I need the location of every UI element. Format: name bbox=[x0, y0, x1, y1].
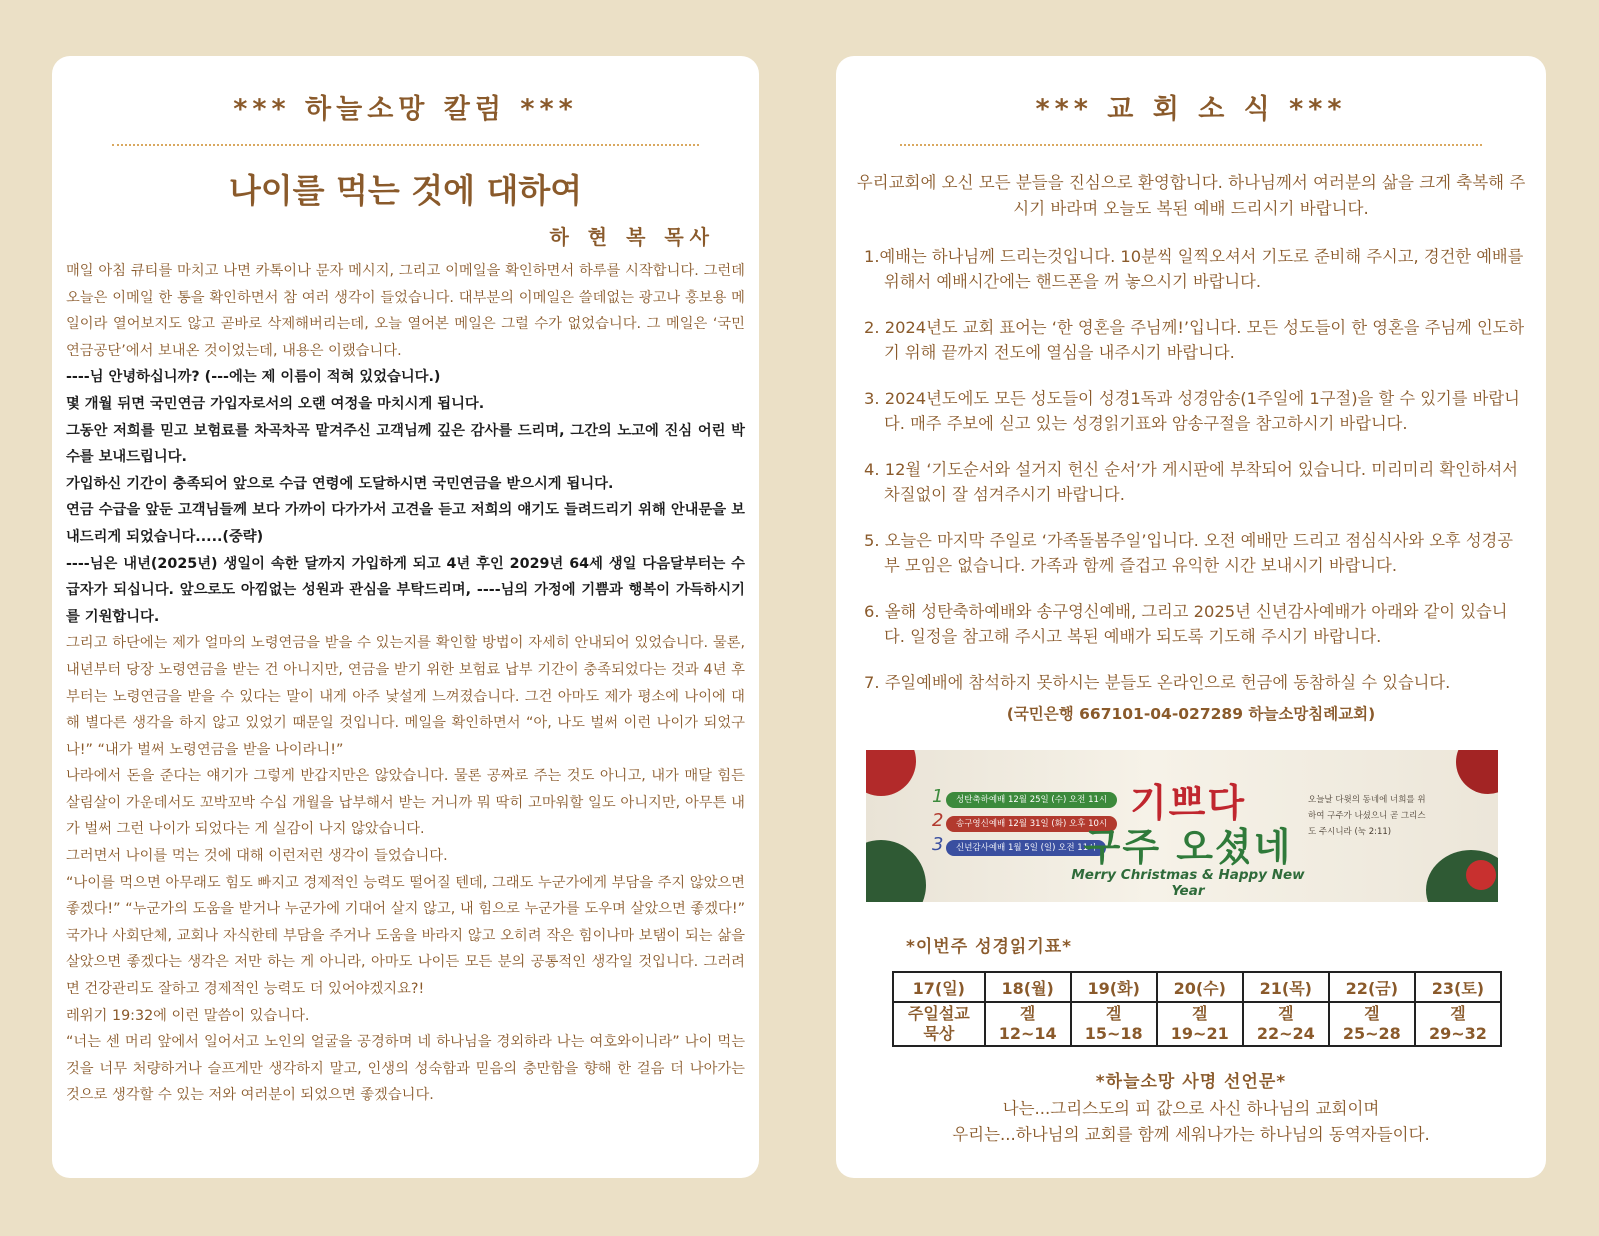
reading-cell bbox=[893, 1002, 985, 1046]
reading-book: 겔 bbox=[1192, 1004, 1208, 1023]
news-item: 6. 올해 성탄축하예배와 송구영신예배, 그리고 2025년 신년감사예배가 아래와 같이 있습니다. 일정을 참고해 주시고 복된 예배가 되도록 기도해 주시기 바랍니다. bbox=[864, 602, 1508, 646]
welcome-text: 우리교회에 오신 모든 분들을 진심으로 환영합니다. 하나님께서 여러분의 삶을 크게 축복해 주시기 바라며 오늘도 복된 예배 드리시기 바랍니다. bbox=[856, 173, 1526, 218]
news-item: 5. 오늘은 마지막 주일로 ‘가족돌봄주일’입니다. 오전 예배만 드리고 점심식사와 오후 성경공부 모임은 없습니다. 가족과 함께 즐겁고 유익한 시간 보내시기 바랍니다. bbox=[864, 531, 1514, 575]
reading-day: 19(화) bbox=[1071, 972, 1157, 1002]
news-item: 4. 12월 ‘기도순서와 설거지 헌신 순서’가 게시판에 부착되어 있습니다. 미리미리 확인하셔서 차질없이 잘 섬겨주시기 바랍니다. bbox=[864, 460, 1519, 504]
column-heading: *** 하늘소망 칼럼 *** bbox=[233, 94, 578, 125]
reading-header-row bbox=[893, 972, 1501, 1002]
reading-book: 주일설교 bbox=[907, 1004, 970, 1023]
mission-statement bbox=[854, 1067, 1528, 1148]
reading-chapters: 12~14 bbox=[998, 1024, 1057, 1043]
news-list bbox=[854, 244, 1528, 695]
news-item: 7. 주일예배에 참석하지 못하시는 분들도 온라인으로 헌금에 동참하실 수 있습니다. bbox=[864, 673, 1451, 692]
reading-day: 17(일) bbox=[893, 972, 985, 1002]
news-item: 2. 2024년도 교회 표어는 ‘한 영혼을 주님께!’입니다. 모든 성도들이 한 영혼을 주님께 인도하기 위해 끝까지 전도에 열심을 내주시기 바랍니다. bbox=[864, 318, 1525, 362]
service-label: 성탄축하예배 12월 25일 (수) 오전 11시 bbox=[946, 792, 1117, 808]
reading-book: 겔 bbox=[1019, 1004, 1036, 1023]
mission-line: 나는...그리스도의 피 값으로 사신 하나님의 교회이며 bbox=[1002, 1099, 1380, 1118]
column-paragraph: ----님 안녕하십니까? (---에는 제 이름이 적혀 있었습니다.) bbox=[66, 369, 441, 386]
column-paragraph: 그리고 하단에는 제가 얼마의 노령연금을 받을 수 있는지를 확인할 방법이 자세히 안내되어 있었습니다. 물론, 내년부터 당장 노령연금을 받는 건 아니지만, 연금을 받기 위한 보험료 납부 기간이 충족되었다는 것과 4년 후부터는 노령연금을 받을 수 있다는 말이 내게 아주 낯설게 느껴졌습니다. 그건 아마도 제가 평소에 나이에 대해 별다른 생각을 하지 않고 있었기 때문일 것입니다. 메일을 확인하면서 “아, 나도 벌써 이런 나이가 되었구나!” “내가 벌써 노령연금을 받을 나이라니!” bbox=[66, 635, 745, 758]
column-paragraph: 몇 개월 뒤면 국민연금 가입자로서의 오랜 여정을 마치시게 됩니다. bbox=[66, 395, 485, 412]
service-number: 2 bbox=[932, 810, 944, 831]
column-title: 나이를 먹는 것에 대하여 bbox=[228, 171, 583, 210]
reading-plan-title: *이번주 성경읽기표* bbox=[906, 937, 1073, 957]
reading-day: 20(수) bbox=[1157, 972, 1243, 1002]
reading-day: 21(목) bbox=[1243, 972, 1329, 1002]
banner-headline-2: 구주 오셨네 bbox=[1083, 825, 1293, 869]
column-paragraph: 가입하신 기간이 충족되어 앞으로 수급 연령에 도달하시면 국민연금을 받으시게 됩니다. bbox=[66, 475, 614, 492]
column-paragraph: “나이를 먹으면 아무래도 힘도 빠지고 경제적인 능력도 떨어질 텐데, 그래도 누군가에게 부담을 주지 않았으면 좋겠다!” “누군가의 도움을 받거나 누군가에 기대어 살지 않고, 내 힘으로 누군가를 도우며 살았으면 좋겠다!” 국가나 사회단체, 교회나 자식한테 부담을 주거나 도움을 바라지 않고 오히려 작은 힘이나마 보탬이 되는 삶을 살았으면 좋겠다는 생각은 저만 하는 게 아니라, 아마도 나이든 모든 분의 공통적인 생각일 것입니다. 그러려면 건강관리도 잘하고 경제적인 능력도 더 있어야겠지요?! bbox=[66, 874, 745, 998]
column-paragraph: 그동안 저희를 믿고 보험료를 차곡차곡 맡겨주신 고객님께 깊은 감사를 드리며, 그간의 노고에 진심 어린 박수를 보내드립니다. bbox=[66, 422, 745, 466]
dotted-divider bbox=[900, 144, 1482, 146]
service-number: 1 bbox=[932, 786, 944, 807]
column-body bbox=[66, 258, 745, 1109]
column-paragraph: 그러면서 나이를 먹는 것에 대해 이런저런 생각이 들었습니다. bbox=[66, 848, 448, 865]
reading-chapters: 19~21 bbox=[1170, 1024, 1229, 1043]
column-author: 하 현 복 목사 bbox=[549, 225, 715, 249]
news-item: 3. 2024년도에도 모든 성도들이 성경1독과 성경암송(1주일에 1구절)을 할 수 있기를 바랍니다. 매주 주보에 싣고 있는 성경읽기표와 암송구절을 참고하시기 바랍니다. bbox=[864, 389, 1520, 433]
reading-cell bbox=[1071, 1002, 1157, 1046]
mission-title: *하늘소망 사명 선언문* bbox=[1095, 1072, 1287, 1092]
pine-decoration bbox=[866, 840, 926, 902]
banner-greeting: Merry Christmas & Happy New Year bbox=[1071, 867, 1305, 899]
reading-book: 겔 bbox=[1278, 1004, 1294, 1023]
reading-cell bbox=[1157, 1002, 1243, 1046]
news-item: 1.예배는 하나님께 드리는것입니다. 10분씩 일찍오셔서 기도로 준비해 주시고, 경건한 예배를 위해서 예배시간에는 핸드폰을 꺼 놓으시기 바랍니다. bbox=[864, 247, 1524, 291]
service-label: 송구영신예배 12월 31일 (화) 오후 10시 bbox=[946, 816, 1117, 832]
dotted-divider bbox=[112, 144, 699, 146]
news-heading: *** 교 회 소 식 *** bbox=[1035, 94, 1347, 125]
ornament-decoration bbox=[1456, 750, 1498, 794]
reading-cell bbox=[1243, 1002, 1329, 1046]
banner-headline-1: 기쁘다 bbox=[1129, 781, 1247, 825]
christmas-banner bbox=[866, 750, 1498, 902]
service-label: 신년감사예배 1월 5일 (일) 오전 11시 bbox=[946, 840, 1106, 856]
mission-line: 우리는...하나님의 교회를 함께 세워나가는 하나님의 동역자들이다. bbox=[952, 1125, 1430, 1144]
reading-day: 22(금) bbox=[1329, 972, 1415, 1002]
reading-chapters: 29~32 bbox=[1428, 1024, 1487, 1043]
reading-chapters: 25~28 bbox=[1342, 1024, 1401, 1043]
reading-cell bbox=[1329, 1002, 1415, 1046]
reading-cell bbox=[985, 1002, 1071, 1046]
reading-book: 겔 bbox=[1450, 1004, 1466, 1023]
column-paragraph: 매일 아침 큐티를 마치고 나면 카톡이나 문자 메시지, 그리고 이메일을 확인하면서 하루를 시작합니다. 그런데 오늘은 이메일 한 통을 확인하면서 참 여러 생각이 들었습니다. 대부분의 이메일은 쓸데없는 광고나 홍보용 메일이라 열어보지도 않고 곧바로 삭제해버리는데, 오늘 열어본 메일은 그럴 수가 없었습니다. 그 메일은 ‘국민연금공단’에서 보내온 것이었는데, 내용은 이랬습니다. bbox=[66, 263, 745, 359]
reading-chapters: 15~18 bbox=[1084, 1024, 1143, 1043]
news-panel bbox=[836, 56, 1546, 1178]
column-paragraph: 레위기 19:32에 이런 말씀이 있습니다. bbox=[66, 1007, 310, 1024]
column-panel bbox=[52, 56, 759, 1178]
reading-book: 겔 bbox=[1105, 1004, 1122, 1023]
ornament-decoration bbox=[866, 750, 916, 796]
banner-verse: 오늘날 다윗의 동네에 너희를 위하여 구주가 나셨으니 곧 그리스도 주시니라 (눅 2:11) bbox=[1308, 795, 1426, 837]
column-paragraph: ----님은 내년(2025년) 생일이 속한 달까지 가입하게 되고 4년 후인 2029년 64세 생일 다음달부터는 수급자가 되십니다. 앞으로도 아낌없는 성원과 관심을 부탁드리며, ----님의 가정에 기쁨과 행복이 가득하시기를 기원합니다. bbox=[66, 555, 745, 625]
ornament-decoration bbox=[1466, 860, 1496, 890]
column-paragraph: 나라에서 돈을 준다는 얘기가 그렇게 반갑지만은 않았습니다. 물론 공짜로 주는 것도 아니고, 내가 매달 힘든 살림살이 가운데서도 꼬박꼬박 수십 개월을 납부해서 받는 거니까 뭐 딱히 고마워할 일도 아니지만, 아무튼 내가 벌써 그런 나이가 되었다는 게 실감이 나지 않았습니다. bbox=[66, 768, 745, 838]
reading-plan-table bbox=[892, 971, 1502, 1047]
reading-chapters: 묵상 bbox=[923, 1024, 955, 1043]
reading-day: 18(월) bbox=[985, 972, 1071, 1002]
column-paragraph: 연금 수급을 앞둔 고객님들께 보다 가까이 다가가서 고견을 듣고 저희의 얘기도 들려드리기 위해 안내문을 보내드리게 되었습니다.....(중략) bbox=[66, 502, 745, 545]
service-number: 3 bbox=[932, 834, 944, 855]
column-paragraph: “너는 센 머리 앞에서 일어서고 노인의 얼굴을 공경하며 네 하나님을 경외하라 나는 여호와이니라” 나이 먹는 것을 너무 처량하거나 슬프게만 생각하지 말고, 인생의 성숙함과 믿음의 충만함을 향해 한 걸음 더 나아가는 것으로 생각할 수 있는 저와 여러분이 되었으면 좋겠습니다. bbox=[66, 1034, 746, 1104]
bank-account: (국민은행 667101-04-027289 하늘소망침례교회) bbox=[1006, 705, 1376, 723]
reading-row bbox=[893, 1002, 1501, 1046]
reading-book: 겔 bbox=[1364, 1004, 1380, 1023]
reading-cell bbox=[1415, 1002, 1501, 1046]
reading-day: 23(토) bbox=[1415, 972, 1501, 1002]
reading-chapters: 22~24 bbox=[1256, 1024, 1315, 1043]
